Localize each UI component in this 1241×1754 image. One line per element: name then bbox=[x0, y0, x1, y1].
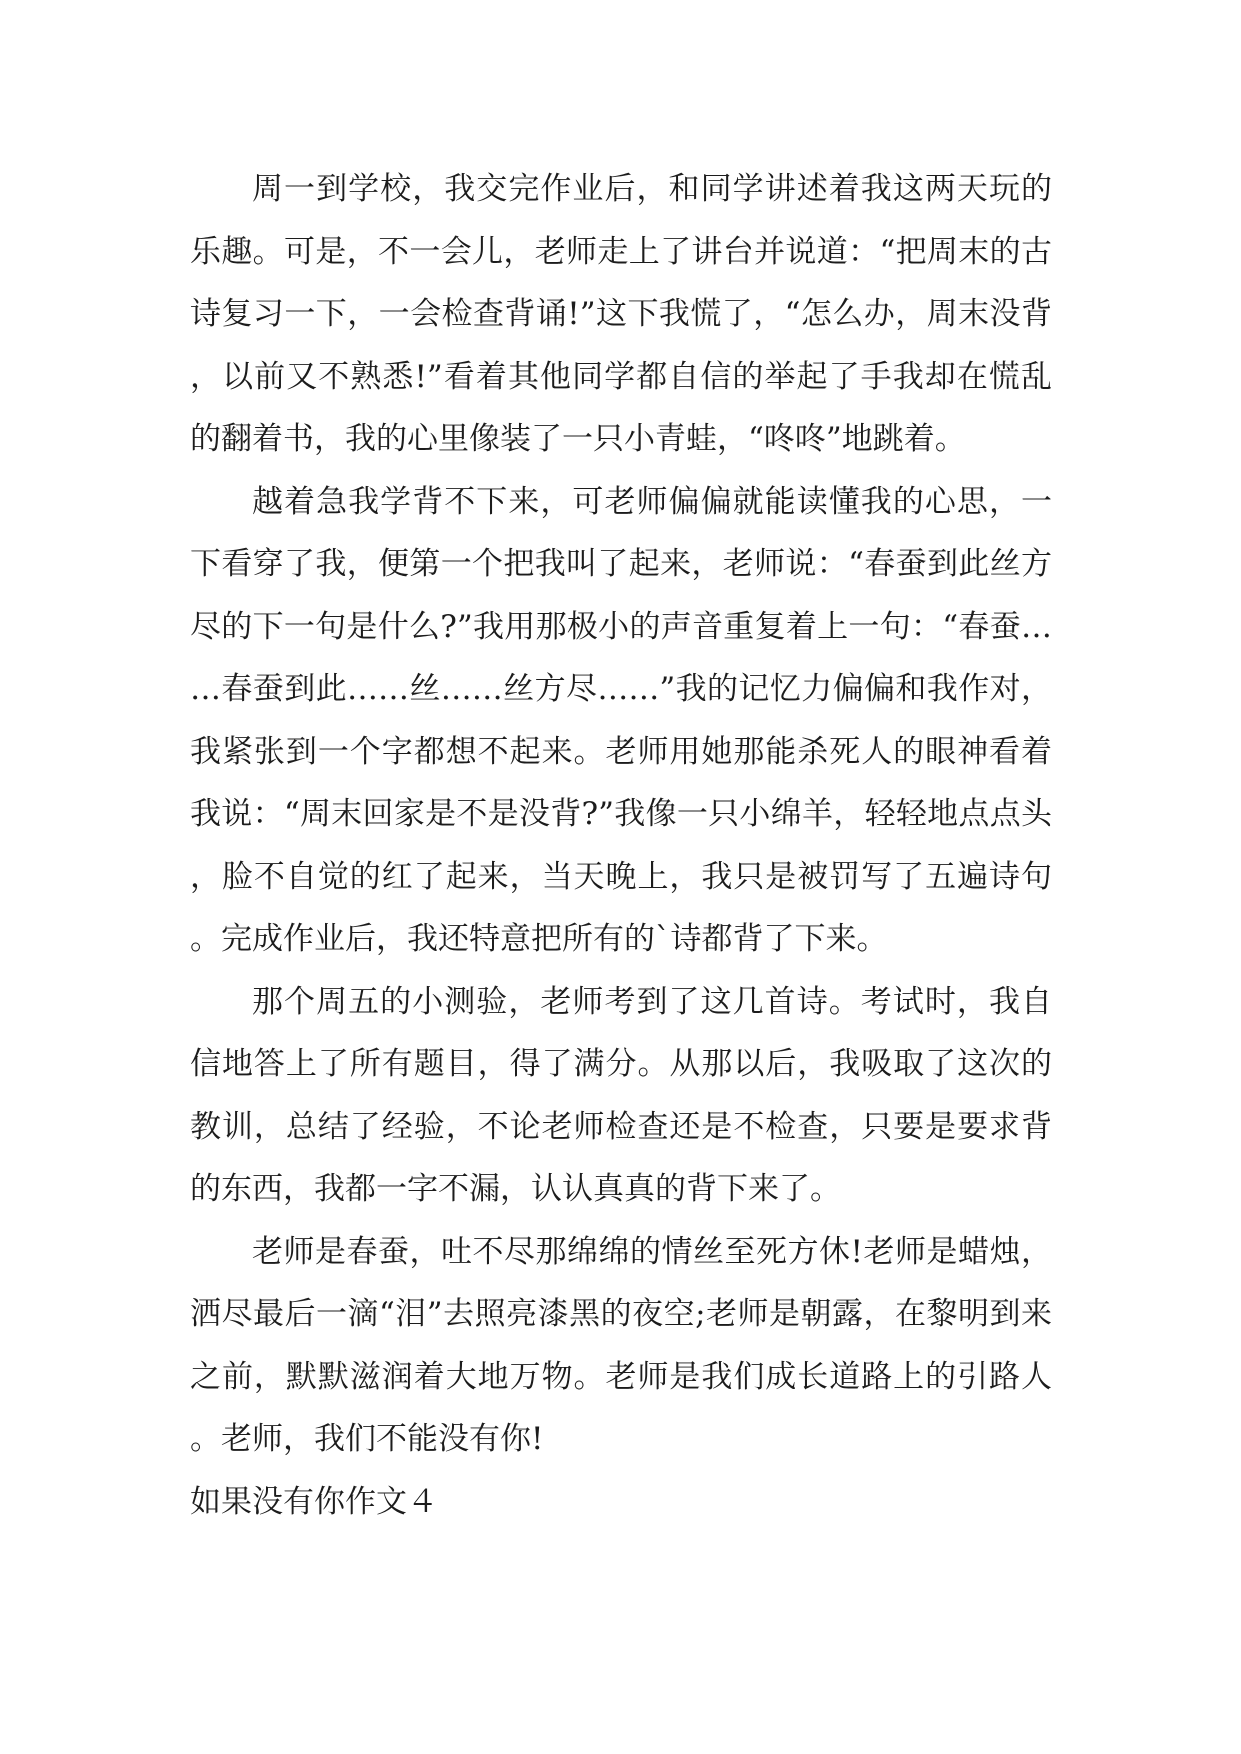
document-page bbox=[190, 158, 1052, 1533]
paragraph-friday-quiz: 那个周五的小测验，老师考到了这几首诗。考试时，我自信地答上了所有题目，得了满分。从那以后，我吸取了这次的教训，总结了经验，不论老师检查还是不检查，只要是要求背的东西，我都一字不漏，认认真真的背下来了。 bbox=[190, 983, 1052, 1207]
paragraph-recitation: 越着急我学背不下来，可老师偏偏就能读懂我的心思，一下看穿了我，便第一个把我叫了起来，老师说：“春蚕到此丝方尽的下一句是什么?”我用那极小的声音重复着上一句：“春蚕……春蚕到此……丝……丝方尽……”我的记忆力偏偏和我作对，我紧张到一个字都想不起来。老师用她那能杀死人的眼神看着我说：“周末回家是不是没背?”我像一只小绵羊，轻轻地点点头，脸不自觉的红了起来，当天晚上，我只是被罚写了五遍诗句。完成作业后，我还特意把所有的`诗都背了下来。 bbox=[190, 483, 1052, 957]
paragraph-monday-school: 周一到学校，我交完作业后，和同学讲述着我这两天玩的乐趣。可是，不一会儿，老师走上了讲台并说道：“把周末的古诗复习一下，一会检查背诵!”这下我慌了，“怎么办，周末没背，以前又不熟悉!”看着其他同学都自信的举起了手我却在慌乱的翻着书，我的心里像装了一只小青蛙，“咚咚”地跳着。 bbox=[190, 171, 1052, 457]
paragraph-teacher-tribute: 老师是春蚕，吐不尽那绵绵的情丝至死方休!老师是蜡烛，洒尽最后一滴“泪”去照亮漆黑的夜空;老师是朝露，在黎明到来之前，默默滋润着大地万物。老师是我们成长道路上的引路人。老师，我们不能没有你! bbox=[190, 1233, 1052, 1457]
essay-heading: 如果没有你作文４ bbox=[190, 1483, 438, 1520]
